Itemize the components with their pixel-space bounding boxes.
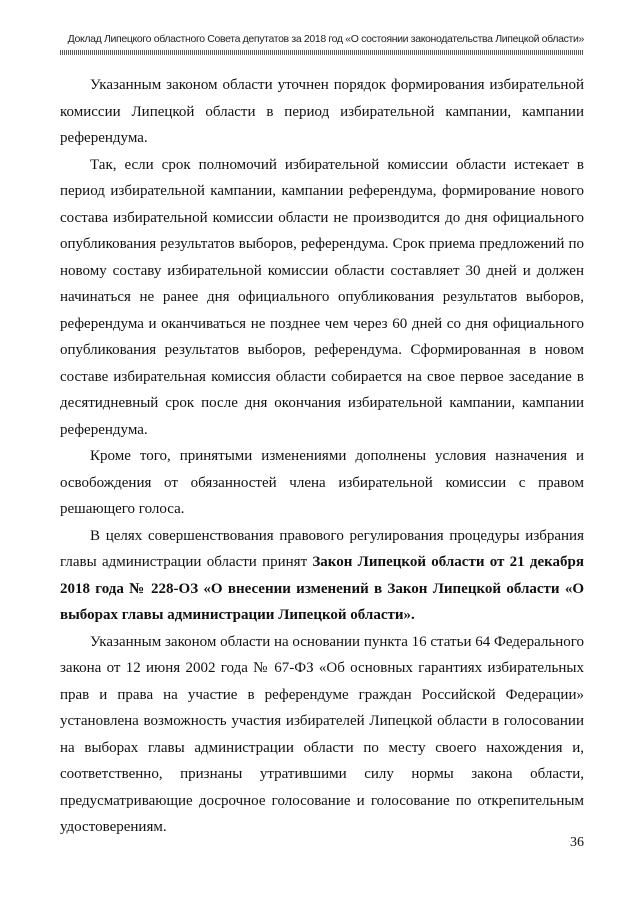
paragraph-4 [60,523,584,629]
paragraph-4-tail: . [411,607,415,623]
paragraph-4-lead: В целях совершенствования правового регулирования процедуры избрания главы администрации области принят [60,527,584,570]
paragraph-1: Указанным законом области уточнен порядок формирования избирательной комиссии Липецкой области в период избирательной кампании, кампании референдума. [60,77,584,146]
document-body [60,72,584,841]
header-divider [60,50,584,55]
page-number: 36 [570,835,584,850]
running-header: Доклад Липецкого областного Совета депутатов за 2018 год «О состоянии законодательства Липецкой области» [67,33,584,45]
paragraph-2: Так, если срок полномочий избирательной комиссии области истекает в период избирательной кампании, кампании референдума, формирование нового состава избирательной комиссии области не производится до дня официального опубликования результатов выборов, референдума. Срок приема предложений по новому составу избирательной комиссии области составляет 30 дней и должен начинаться не ранее дня официального опубликования результатов выборов, референдума и оканчиваться не позднее чем через 60 дней со дня официального опубликования результатов выборов, референдума. Сформированная в новом составе избирательная комиссия области собирается на свое первое заседание в десятидневный срок после дня окончания избирательной кампании, кампании референдума. [60,156,584,438]
paragraph-3: Кроме того, принятыми изменениями дополнены условия назначения и освобождения от обязанностей члена избирательной комиссии с правом решающего голоса. [60,448,584,517]
paragraph-5: Указанным законом области на основании пункта 16 статьи 64 Федерального закона от 12 июня 2002 года № 67-ФЗ «Об основных гарантиях избирательных прав и права на участие в референдуме граждан Российской Федерации» установлена возможность участия избирателей Липецкой области в голосовании на выборах главы администрации области по месту своего нахождения и, соответственно, признаны утратившими силу нормы закона области, предусматривающие досрочное голосование и голосование по открепительным удостоверениям. [60,633,584,835]
law-title-bold: Закон Липецкой области от 21 декабря 2018 года № 228-ОЗ «О внесении изменений в Закон Липецкой области «О выборах главы администрации Липецкой области» [60,554,585,623]
